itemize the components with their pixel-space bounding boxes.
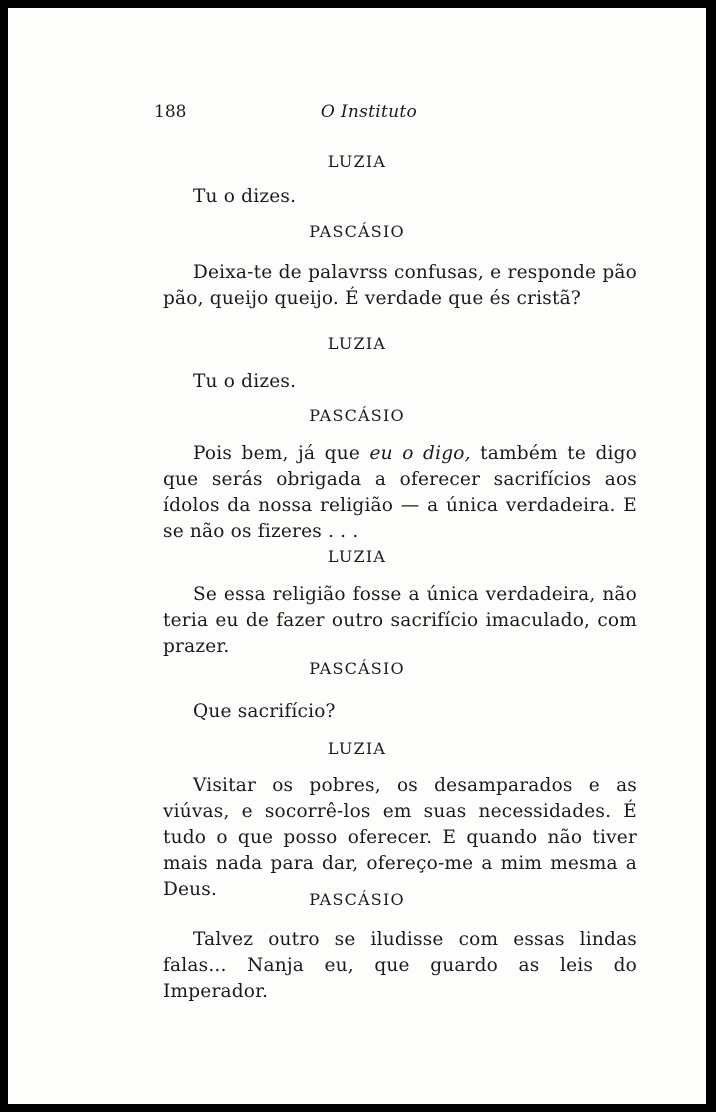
speaker-name: PASCÁSIO [309, 406, 405, 425]
dialogue-line: Visitar os pobres, os desamparados e as viúvas, e socorrê-los em suas necessidades. É tudo o que posso oferecer. E quando não tiver mais nada para dar, ofereço-me a mim mesma a Deus. [163, 775, 637, 900]
speaker-name: LUZIA [327, 334, 387, 353]
speaker-name: PASCÁSIO [309, 890, 405, 909]
running-title: O Instituto [320, 102, 418, 122]
speaker-name: PASCÁSIO [309, 222, 405, 241]
page-header [154, 102, 584, 126]
dialogue-line [163, 441, 637, 545]
dialogue-line: Tu o dizes. [193, 371, 297, 392]
dialogue-line: Talvez outro se iludisse com essas lindas falas... Nanja eu, que guardo as leis do Imperador. [163, 929, 637, 1002]
dialogue-text: Pois bem, já que [193, 443, 370, 464]
dialogue-line: Que sacrifício? [193, 701, 336, 722]
dialogue-line: Tu o dizes. [193, 186, 297, 207]
dialogue-line: Se essa religião fosse a única verdadeira, não teria eu de fazer outro sacrifício imaculado, com prazer. [163, 584, 637, 657]
page-number: 188 [154, 102, 187, 122]
speaker-name: LUZIA [327, 547, 387, 566]
dialogue-emphasis: eu o digo, [369, 443, 471, 464]
speaker-name: PASCÁSIO [309, 659, 405, 678]
book-page [8, 8, 706, 1104]
speaker-name: LUZIA [327, 739, 387, 758]
speaker-name: LUZIA [327, 152, 387, 171]
dialogue-line: Deixa-te de palavrss confusas, e responde pão pão, queijo queijo. É verdade que és cristã? [163, 262, 637, 309]
dialogue-text: também te digo que serás obrigada a oferecer sacrifícios aos ídolos da nossa religião — a única verdadeira. E se não os fizeres . . . [163, 443, 638, 542]
